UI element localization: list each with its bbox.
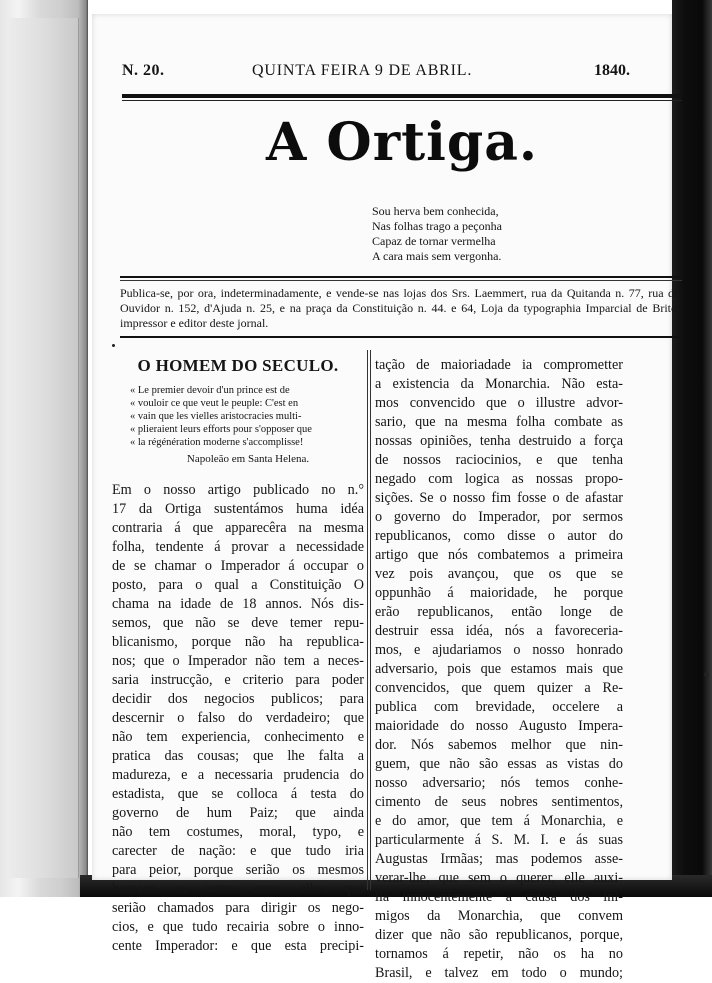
epigraph-line: « plieraient leurs efforts pour s'opposer que <box>130 424 312 435</box>
body-line: de se chamar o Imperador á occupar o <box>112 558 364 574</box>
epigraph-line: « la régénération moderne s'accomplisse! <box>130 437 304 448</box>
issue-number: N. 20. <box>122 62 165 79</box>
book-binding-left <box>0 0 88 897</box>
masthead <box>122 54 682 94</box>
title-verse <box>372 204 602 264</box>
body-line: posto, para o qual a Constituição O <box>112 577 364 593</box>
body-line: tação de maioriadade ia comprometter <box>375 357 623 373</box>
body-line: adversario, pois que estamos mais que <box>375 661 623 677</box>
verse-line: Capaz de tornar vermelha <box>372 234 496 248</box>
body-line: erão republicanos, então longe de <box>375 604 623 620</box>
body-line: nossas opiniões, tenha destruido a força <box>375 433 623 449</box>
body-line: a existencia da Monarchia. Não esta- <box>375 376 623 392</box>
body-line: publica com brevidade, occelere a <box>375 699 623 715</box>
article-title: O HOMEM DO SECULO. <box>137 356 339 375</box>
body-line: vez pois avançou, que os que se <box>375 566 623 582</box>
body-line: tornamos á repetir, não os ha no <box>375 946 623 962</box>
body-line: lia innocentemente a causa dos ini- <box>375 889 623 905</box>
epigraph-line: « vouloir ce que veut le peuple: C'est en <box>130 398 299 409</box>
body-line: verar-lhe, que sem o querer, elle auxi- <box>375 870 623 886</box>
body-line: folha, tendente á provar a necessidade <box>112 539 364 555</box>
ink-speck <box>112 344 115 347</box>
body-line: nosso adversario; nós temos conhe- <box>375 775 623 791</box>
body-line: blicanismo, porque não ha republica- <box>112 634 364 650</box>
body-line: carecter de nação: e que tudo iria <box>112 843 364 859</box>
body-line: particularmente á S. M. I. e ás suas <box>375 832 623 848</box>
body-line: pratica das cousas; que lhe falta a <box>112 748 364 764</box>
newspaper-page <box>92 14 680 981</box>
ink-speck <box>704 672 709 677</box>
newspaper-title: A Ortiga. <box>265 112 539 173</box>
body-line: mos, e ajudariamos o nosso honrado <box>375 642 623 658</box>
body-line: saria instrucção, e criterio para poder <box>112 672 364 688</box>
body-line: chama na idade de 18 annos. Nós dis- <box>112 596 364 612</box>
body-line: não tem costumes, moral, typo, e <box>112 824 364 840</box>
body-line: semos, que não se deve temer repu- <box>112 615 364 631</box>
body-line: 17 da Ortiga sustentámos huma idéa <box>112 501 364 517</box>
issue-date: QUINTA FEIRA 9 DE ABRIL. <box>252 62 473 79</box>
body-line: dor. Nós sabemos melhor que nin- <box>375 737 623 753</box>
column-left <box>112 350 364 956</box>
notice-rule-top <box>120 276 682 278</box>
article-epigraph <box>112 384 364 449</box>
body-line: Em o nosso artigo publicado no n.° <box>112 482 364 498</box>
body-line: guem, que não são essas as vistas do <box>375 756 623 772</box>
body-line: e do amor, que tem á Monarchia, e <box>375 813 623 829</box>
body-line: cimento de seus nobres sentimentos, <box>375 794 623 810</box>
body-line: dizer que não são republicanos, porque, <box>375 927 623 943</box>
notice-rule-top-thin <box>120 280 682 281</box>
body-line: sições. Se o nosso fim fosse o de afastar <box>375 490 623 506</box>
body-line: contraria á que apparecêra na mesma <box>112 520 364 536</box>
issue-year: 1840. <box>594 62 630 79</box>
body-line: nos; que o Imperador não tem a neces- <box>112 653 364 669</box>
body-line: homens, ou outros como elles, que <box>112 881 364 897</box>
masthead-rule-thin <box>122 100 682 101</box>
body-line: republicanos, como disse o autor do <box>375 528 623 544</box>
body-line: artigo que nós combatemos a primeira <box>375 547 623 563</box>
book-binding-right <box>672 0 712 897</box>
article-body-left <box>112 481 364 956</box>
body-line: cios, e que tudo recairia sobre o inno- <box>112 919 364 935</box>
column-right <box>375 350 623 983</box>
body-line: serião chamados para dirigir os nego- <box>112 900 364 916</box>
body-line: estadista, que se colloca á testa do <box>112 786 364 802</box>
body-line: convencidos, que quem quizer a Re- <box>375 680 623 696</box>
body-line: madureza, e a necessaria prudencia do <box>112 767 364 783</box>
body-line: destruir essa idéa, nós a favoreceria- <box>375 623 623 639</box>
notice-rule-bottom <box>120 336 682 338</box>
column-divider <box>370 350 371 890</box>
body-line: migos da Monarchia, que convem <box>375 908 623 924</box>
epigraph-author: Napoleão em Santa Helena. <box>186 453 310 465</box>
body-line: governo de hum Paiz; que ainda <box>112 805 364 821</box>
body-line: não tem experiencia, conhecimento e <box>112 729 364 745</box>
body-line: Augustas Irmãas; mas podemos asse- <box>375 851 623 867</box>
body-line: para peior, porque serião os mesmos <box>112 862 364 878</box>
body-line: decidir dos negocios publicos; para <box>112 691 364 707</box>
body-line: de nossos raciocinios, e que tenha <box>375 452 623 468</box>
masthead-rule <box>122 94 682 98</box>
epigraph-line: « Le premier devoir d'un prince est de <box>130 385 290 396</box>
body-line: descernir o falso do verdadeiro; que <box>112 710 364 726</box>
body-line: negado com logica as nossas propo- <box>375 471 623 487</box>
verse-line: Sou herva bem conhecida, <box>372 204 499 218</box>
body-line: maioridade do nosso Augusto Impera- <box>375 718 623 734</box>
verse-line: A cara mais sem vergonha. <box>372 249 502 263</box>
body-line: mos convencido que o illustre advor- <box>375 395 623 411</box>
column-divider <box>367 350 368 890</box>
body-line: cente Imperador: e que esta precipi- <box>112 938 364 954</box>
body-line: o governo do Imperador, por sermos <box>375 509 623 525</box>
epigraph-line: « vain que les vielles aristocracies multi- <box>130 411 302 422</box>
body-line: Brasil, e talvez em todo o mundo; <box>375 965 623 981</box>
verse-line: Nas folhas trago a peçonha <box>372 219 502 233</box>
article-body-right <box>375 356 623 983</box>
body-line: oppunhão á maioridade, he porque <box>375 585 623 601</box>
publication-notice: Publica-se, por ora, indeterminadamente, e vende-se nas lojas dos Srs. Laemmert, rua da Quitanda n. 77, rua do Ouvidor n. 152, d'Ajuda n. 25, e na praça da Constituição n. 44. e 64, Loja da typographia Imparcial de Brito, impressor e editor deste jornal. <box>120 286 680 330</box>
body-line: sario, que na mesma folha combate as <box>375 414 623 430</box>
